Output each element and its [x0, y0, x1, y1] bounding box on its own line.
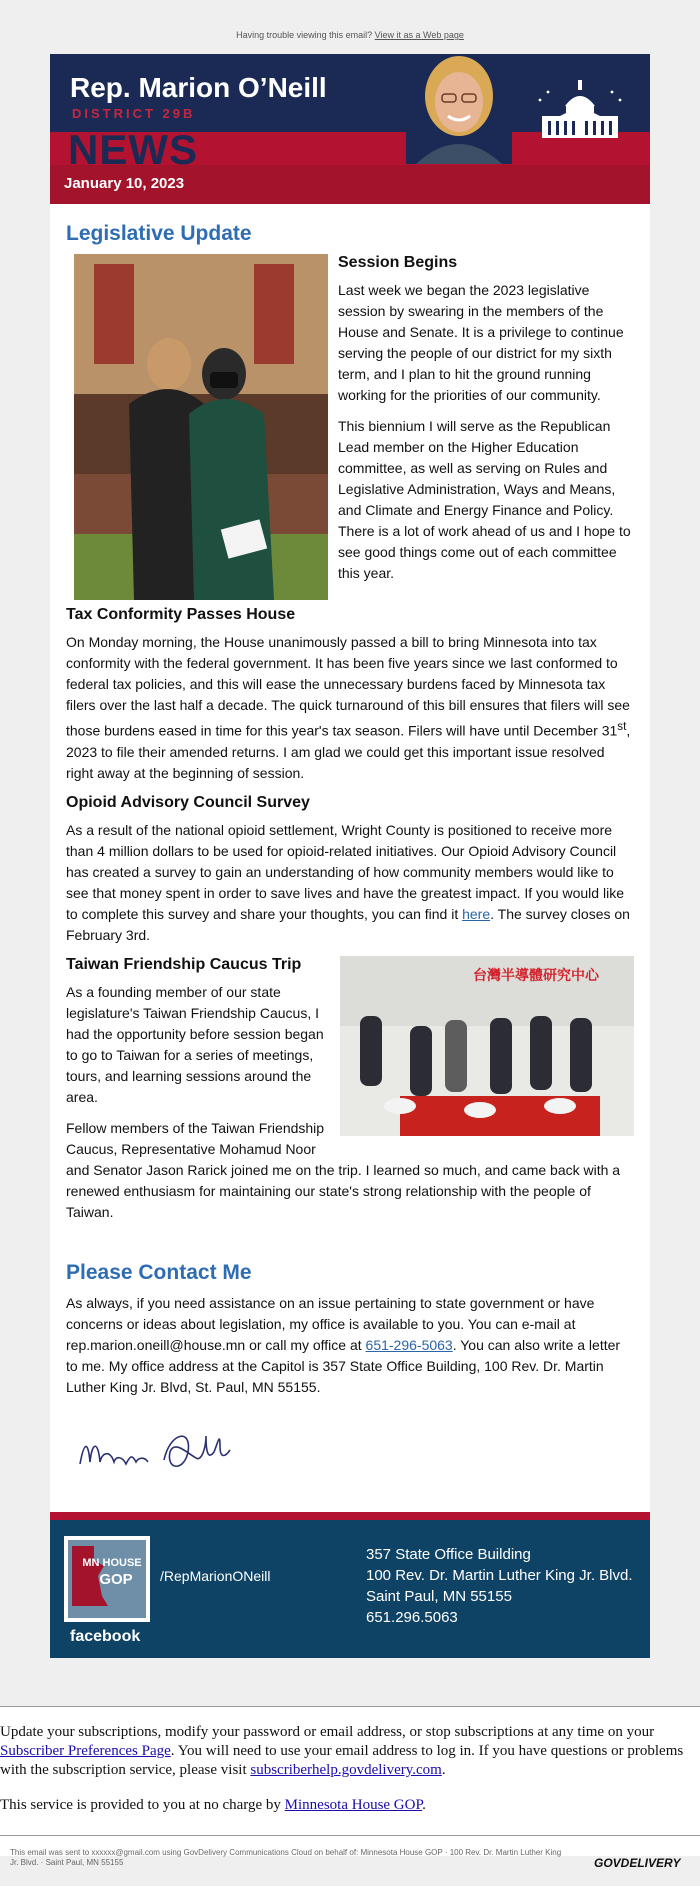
facebook-handle[interactable]: /RepMarionONeill	[160, 1567, 271, 1584]
taiwan-trip-heading: Taiwan Friendship Caucus Trip	[66, 955, 302, 973]
trouble-viewing-text: Having trouble viewing this email?	[236, 30, 373, 40]
contact-paragraph	[66, 1293, 634, 1398]
view-web-page-link[interactable]: View it as a Web page	[374, 30, 464, 40]
service-text: .	[422, 1797, 426, 1813]
contact-text-before: As always, if you need assistance on an issue pertaining to state government or have concerns or ideas about legislation, my office is available to you. You can e-mail at rep.marion.oneill@house.mn or call my office at	[66, 1294, 595, 1353]
mn-house-gop-logo[interactable]	[64, 1536, 150, 1622]
newsletter-header	[50, 54, 650, 204]
news-title: NEWS	[68, 126, 198, 173]
newsletter-card	[50, 54, 650, 1658]
survey-link[interactable]: here	[462, 905, 491, 922]
address-line: Saint Paul, MN 55155	[366, 1587, 512, 1605]
contact-heading: Please Contact Me	[66, 1260, 252, 1284]
newsletter-footer	[50, 1520, 650, 1658]
subscription-text: . You will need to use your email address to log in. If you have questions or problems with the subscription service, please visit	[0, 1743, 684, 1778]
opioid-survey-heading: Opioid Advisory Council Survey	[66, 793, 310, 811]
session-paragraph-2: This biennium I will serve as the Republican Lead member on the Higher Education committee, as well as serving on Rules and Legislative Administration, Ways and Means, and Climate and Energy Finance and Policy. There is a lot of work ahead of us and I hope to see good things come out of each committee this year.	[338, 418, 631, 581]
taiwan-trip-photo	[340, 956, 634, 1136]
office-phone-link[interactable]: 651-296-5063	[365, 1336, 453, 1353]
address-line: 100 Rev. Dr. Martin Luther King Jr. Blvd.	[366, 1566, 633, 1584]
issue-date: January 10, 2023	[64, 175, 185, 192]
representative-portrait	[406, 54, 512, 164]
opioid-survey-paragraph	[66, 820, 634, 946]
minnesota-house-gop-link[interactable]: Minnesota House GOP	[284, 1797, 423, 1813]
subscriber-help-link[interactable]: subscriberhelp.govdelivery.com	[250, 1762, 442, 1778]
logo-text-gop: GOP	[99, 1570, 133, 1588]
district-label: DISTRICT 29B	[72, 106, 196, 121]
contact-text-after: . You can also write a letter to me. My office address at the Capitol is 357 State Office Building, 100 Rev. Dr. Martin Luther King Jr. Blvd, St. Paul, MN 55155.	[66, 1336, 621, 1395]
fine-print: This email was sent to xxxxxx@gmail.com using GovDelivery Communications Cloud on behalf of: Minnesota House GOP · 100 Rev. Dr. Martin Luther King Jr. Blvd. · Saint Paul, MN 55155	[10, 1848, 562, 1867]
opioid-text-after: . The survey closes on February 3rd.	[66, 905, 630, 943]
taiwan-paragraph-1: As a founding member of our state legislature's Taiwan Friendship Caucus, I had the opportunity before session began to go to Taiwan for a series of meetings, tours, and learning sessions around the area.	[66, 983, 324, 1105]
tax-text-superscript: st	[617, 720, 627, 733]
tax-conformity-heading: Tax Conformity Passes House	[66, 606, 296, 623]
subscription-paragraph	[0, 1723, 700, 1780]
session-photo	[74, 254, 328, 600]
subscription-text: Update your subscriptions, modify your password or email address, or stop subscriptions at any time on your	[0, 1724, 655, 1740]
govdelivery-logo[interactable]: GOVDELIVERY	[594, 1856, 681, 1870]
photo-sign-text: 台灣半導體研究中心	[473, 967, 599, 984]
tax-text-before: On Monday morning, the House unanimously passed a bill to bring Minnesota into tax conformity with the federal government. It has been five years since we last conformed to federal tax policies, and this will ease the unnecessary burdens faced by Minnesota tax filers over the last half a decade. The quick turnaround of this bill ensures that filers will see those burdens eased in time for this year's tax season. Filers will have until December 31	[66, 634, 630, 739]
service-paragraph	[0, 1796, 700, 1815]
capitol-icon	[530, 76, 630, 146]
subscription-area	[0, 1706, 700, 1856]
rep-name: Rep. Marion O’Neill	[70, 72, 327, 103]
footer-red-line	[50, 1512, 650, 1520]
session-begins-heading: Session Begins	[338, 254, 458, 271]
legislative-update-heading: Legislative Update	[66, 222, 252, 245]
taiwan-paragraph-2: Fellow members of the Taiwan Friendship Caucus, Representative Mohamud Noor and Senator Jason Rarick joined me on the trip. I learned so much, and came back with a renewed enthusiasm for maintaining our state's strong relationship with the people of Taiwan.	[66, 1119, 621, 1220]
subscription-text: .	[441, 1762, 446, 1778]
tax-text-after: , 2023 to file their amended returns. I am glad we could get this important issue resolved right away at the beginning of session.	[66, 722, 631, 781]
session-paragraph-1: Last week we began the 2023 legislative session by swearing in the members of the House and Senate. It is a privilege to continue serving the people of our district for my sixth term, and I plan to hit the ground running working for the priorities of our community.	[338, 282, 624, 403]
subscriber-preferences-link[interactable]: Subscriber Preferences Page	[0, 1743, 171, 1759]
office-address	[366, 1544, 633, 1628]
signature-image	[74, 1412, 234, 1482]
opioid-text-before: As a result of the national opioid settlement, Wright County is positioned to receive more than 4 million dollars to be used for opioid-related initiatives. Our Opioid Advisory Council has created a survey to gain an understanding of how community members would like to see that money spent in order to save lives and have the greatest impact. If you would like to complete this survey and share your thoughts, you can find it	[66, 821, 624, 922]
trouble-viewing-note	[0, 30, 700, 40]
tax-conformity-paragraph	[66, 632, 634, 784]
service-text: This service is provided to you at no charge by	[0, 1797, 285, 1813]
facebook-wordmark[interactable]: facebook	[70, 1627, 141, 1645]
address-line: 651.296.5063	[366, 1608, 458, 1626]
logo-text-mn-house: MN HOUSE	[82, 1556, 142, 1569]
address-line: 357 State Office Building	[366, 1545, 531, 1563]
